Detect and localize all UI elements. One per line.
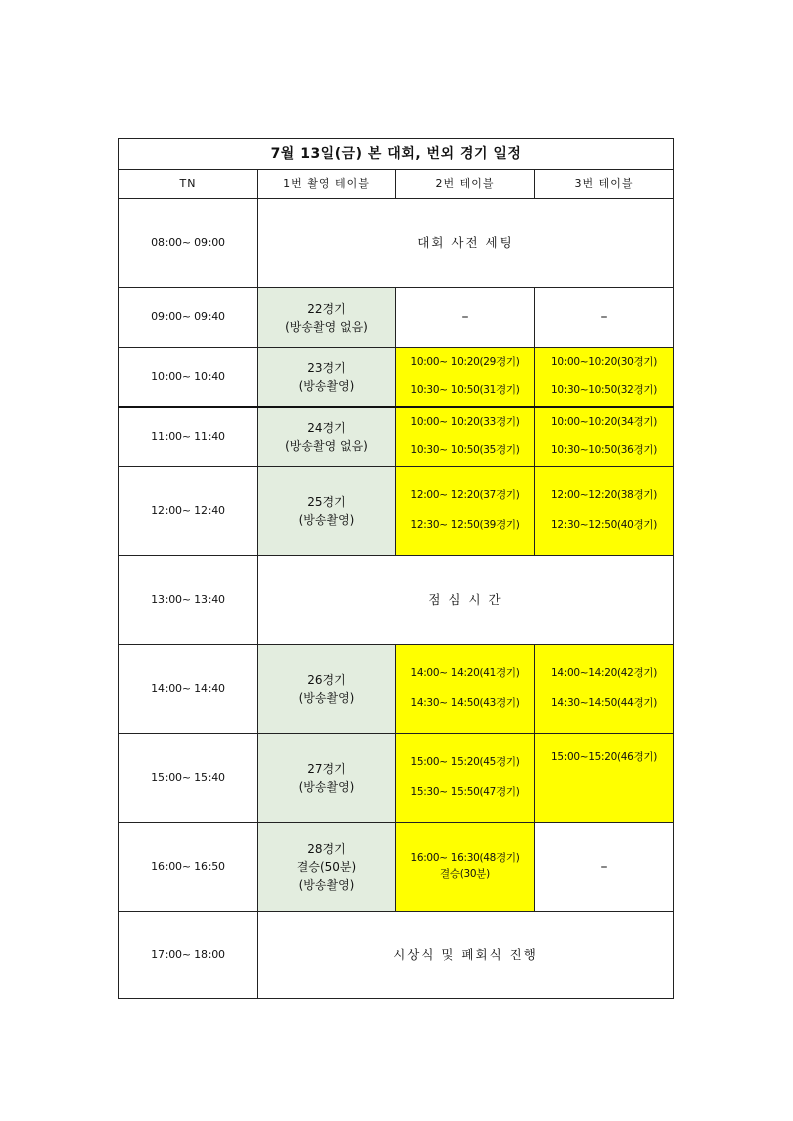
table2-cell (396, 348, 535, 407)
empty-dash: – (461, 309, 469, 325)
header-tn: TN (119, 170, 258, 199)
match-label: 24경기 (307, 420, 346, 435)
match-label: 23경기 (307, 360, 346, 375)
table3-cell (535, 288, 674, 348)
table2-cell (396, 823, 535, 912)
time-cell: 16:00~ 16:50 (119, 823, 258, 912)
match-slot: 10:30~ 10:50(35경기) (410, 443, 520, 456)
schedule-title: 7월 13일(금) 본 대회, 번외 경기 일정 (119, 139, 674, 170)
table1-cell (258, 734, 396, 823)
table-row (119, 407, 674, 467)
time-cell: 11:00~ 11:40 (119, 407, 258, 467)
match-slot: 15:00~15:20(46경기) (550, 751, 658, 763)
match-label: 25경기 (307, 495, 346, 509)
table1-cell (258, 645, 396, 734)
match-slot: 12:00~12:20(38경기) (550, 489, 658, 502)
table2-cell (396, 407, 535, 467)
table3-cell (535, 645, 674, 734)
title-row (119, 139, 674, 170)
match-slot: 10:00~10:20(34경기) (550, 416, 658, 428)
table1-cell (258, 467, 396, 556)
time-cell: 14:00~ 14:40 (119, 645, 258, 734)
header-table-1: 1번 촬영 테이블 (258, 170, 396, 199)
match-slot: 14:30~ 14:50(43경기) (410, 697, 520, 709)
match-slot: 15:00~ 15:20(45경기) (410, 756, 520, 769)
table3-cell (535, 734, 674, 823)
table2-cell (396, 467, 535, 556)
empty-dash: – (600, 309, 608, 325)
header-row (119, 170, 674, 199)
match-slot: 12:00~ 12:20(37경기) (410, 489, 520, 502)
match-slot: 10:00~ 10:20(29경기) (410, 356, 520, 368)
broadcast-note: (방송촬영) (298, 691, 355, 705)
broadcast-note: (방송촬영) (298, 378, 355, 393)
table3-cell (535, 407, 674, 467)
schedule-table (118, 138, 674, 999)
header-table-3: 3번 테이블 (535, 170, 674, 199)
match-slot: 15:30~ 15:50(47경기) (410, 786, 520, 798)
time-cell: 10:00~ 10:40 (119, 348, 258, 407)
table-row (119, 645, 674, 734)
broadcast-note: (방송촬영) (298, 878, 355, 892)
merged-activity-cell: 점 심 시 간 (258, 556, 674, 645)
merged-activity-cell: 대회 사전 세팅 (258, 199, 674, 288)
match-label: 28경기 (307, 842, 346, 856)
match-slot: 10:30~ 10:50(31경기) (410, 383, 520, 396)
table-row (119, 823, 674, 912)
table1-cell (258, 288, 396, 348)
time-cell: 09:00~ 09:40 (119, 288, 258, 348)
match-slot: 10:00~ 10:20(33경기) (410, 416, 520, 428)
empty-dash: – (600, 858, 608, 875)
table-row (119, 912, 674, 999)
table2-cell (396, 645, 535, 734)
match-slot: 14:00~14:20(42경기) (550, 667, 658, 680)
time-cell: 12:00~ 12:40 (119, 467, 258, 556)
match-slot: 14:00~ 14:20(41경기) (410, 667, 520, 680)
table3-cell (535, 823, 674, 912)
table3-cell (535, 467, 674, 556)
time-cell: 13:00~ 13:40 (119, 556, 258, 645)
match-slot: 16:00~ 16:30(48경기) (410, 852, 520, 865)
table-row (119, 348, 674, 407)
time-cell: 17:00~ 18:00 (119, 912, 258, 999)
time-cell: 08:00~ 09:00 (119, 199, 258, 288)
match-label: 26경기 (307, 673, 346, 687)
final-duration-note: 결승(30분) (440, 868, 490, 880)
match-slot: 10:30~10:50(36경기) (550, 443, 658, 456)
match-slot: 10:00~10:20(30경기) (550, 356, 658, 368)
match-slot: 12:30~ 12:50(39경기) (410, 519, 520, 531)
table-row (119, 467, 674, 556)
final-duration-note: 결승(50분) (296, 860, 357, 874)
header-table-2: 2번 테이블 (396, 170, 535, 199)
table1-cell (258, 823, 396, 912)
table2-cell (396, 734, 535, 823)
match-label: 27경기 (307, 762, 346, 776)
broadcast-note: (방송촬영) (298, 513, 355, 527)
table-row (119, 288, 674, 348)
table-row (119, 199, 674, 288)
table3-cell (535, 348, 674, 407)
table-row (119, 734, 674, 823)
match-slot: 10:30~10:50(32경기) (550, 383, 658, 396)
table1-cell (258, 407, 396, 467)
match-label: 22경기 (307, 301, 346, 316)
broadcast-note: (방송촬영 없음) (285, 438, 368, 453)
table2-cell (396, 288, 535, 348)
merged-activity-cell: 시상식 및 폐회식 진행 (258, 912, 674, 999)
broadcast-note: (방송촬영) (298, 780, 355, 794)
time-cell: 15:00~ 15:40 (119, 734, 258, 823)
table1-cell (258, 348, 396, 407)
broadcast-note: (방송촬영 없음) (285, 319, 368, 334)
table-row (119, 556, 674, 645)
match-slot: 12:30~12:50(40경기) (550, 519, 658, 531)
match-slot: 14:30~14:50(44경기) (550, 697, 658, 709)
